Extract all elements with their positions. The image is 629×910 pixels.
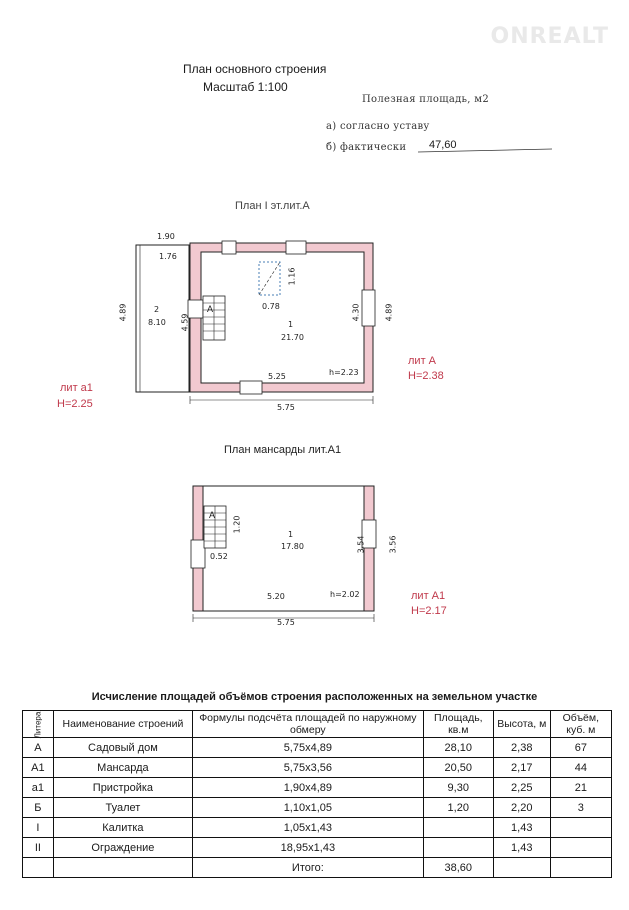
label-lit-a1-height: H=2.25	[57, 398, 93, 410]
cell-name: Туалет	[53, 798, 192, 818]
dim-5-20: 5.20	[267, 592, 285, 601]
cell-volume	[550, 818, 611, 838]
col-name: Наименование строений	[53, 711, 192, 738]
cell-formula: 5,75х4,89	[193, 738, 424, 758]
col-height: Высота, м	[493, 711, 550, 738]
cell-volume	[550, 838, 611, 858]
dim-4-59: 4.59	[180, 313, 190, 332]
attic-room-area: 17.80	[281, 542, 304, 551]
cell-lit: II	[23, 838, 54, 858]
table-row	[23, 758, 612, 778]
cell-formula: 5,75х3,56	[193, 758, 424, 778]
plan-title: План основного строения	[183, 62, 327, 76]
plan1-drawing	[136, 241, 375, 404]
col-litera: Литера	[23, 711, 54, 738]
col-area: Площадь, кв.м	[423, 711, 493, 738]
dim-0-78: 0.78	[262, 302, 280, 311]
cell-volume: 67	[550, 738, 611, 758]
cell-area	[423, 818, 493, 838]
cell-height: 1,43	[493, 838, 550, 858]
total-value: 38,60	[423, 858, 493, 878]
dim-1-20: 1.20	[232, 515, 242, 534]
plan1-title: План I эт.лит.А	[235, 200, 310, 212]
table-row	[23, 798, 612, 818]
cell-formula: 1,05х1,43	[193, 818, 424, 838]
cell-lit: Б	[23, 798, 54, 818]
cell-height: 2,38	[493, 738, 550, 758]
door-left	[188, 300, 203, 318]
label-lit-A-height: H=2.38	[408, 370, 444, 382]
table-row	[23, 838, 612, 858]
stair-letter-plan2: А	[209, 510, 216, 520]
dim-4-89-left: 4.89	[118, 303, 128, 322]
table-header-row	[23, 711, 612, 738]
cell-volume: 44	[550, 758, 611, 778]
window-right	[362, 290, 375, 326]
by-charter-label: а) согласно уставу	[326, 121, 430, 132]
dim-5-75-plan1: 5.75	[277, 403, 295, 412]
cell-height: 2,20	[493, 798, 550, 818]
dim-5-75-plan2: 5.75	[277, 618, 295, 627]
stair-letter: А	[207, 304, 214, 314]
plan2-title: План мансарды лит.А1	[224, 444, 342, 456]
table-row	[23, 818, 612, 838]
cell-name: Пристройка	[53, 778, 192, 798]
useful-area-label: Полезная площадь, м2	[362, 94, 489, 105]
cell-volume: 21	[550, 778, 611, 798]
label-lit-A: лит А	[408, 355, 436, 367]
cell-formula: 18,95х1,43	[193, 838, 424, 858]
cell-formula: 1,10х1,05	[193, 798, 424, 818]
table-row	[23, 738, 612, 758]
window-top-left	[222, 241, 236, 254]
dim-1-76: 1.76	[159, 252, 177, 261]
cell-formula: 1,90х4,89	[193, 778, 424, 798]
cell-lit: I	[23, 818, 54, 838]
dim-1-90: 1.90	[157, 232, 175, 241]
cell-area: 1,20	[423, 798, 493, 818]
cell-name: Калитка	[53, 818, 192, 838]
cell-name: Садовый дом	[53, 738, 192, 758]
window-top-right	[286, 241, 306, 254]
actual-label: б) фактически	[326, 142, 407, 153]
dim-1-16: 1.16	[287, 267, 297, 286]
room2-area: 8.10	[148, 318, 166, 327]
col-formula: Формулы подсчёта площадей по наружному обмеру	[193, 711, 424, 738]
cell-area: 20,50	[423, 758, 493, 778]
attic-room-number: 1	[288, 530, 294, 539]
label-lit-A1: лит А1	[411, 590, 446, 602]
cell-area	[423, 838, 493, 858]
window-bottom	[240, 381, 262, 394]
table-row	[23, 778, 612, 798]
cell-lit: А1	[23, 758, 54, 778]
label-lit-A1-height: H=2.17	[411, 605, 447, 617]
dim-4-30: 4.30	[351, 303, 361, 322]
dim-3-54: 3.54	[356, 535, 366, 554]
cell-name: Ограждение	[53, 838, 192, 858]
height-2-23: h=2.23	[329, 368, 359, 377]
dim-4-89-right: 4.89	[384, 303, 394, 322]
plan-scale: Масштаб 1:100	[203, 80, 288, 94]
actual-underline	[418, 149, 552, 152]
col-volume: Объём, куб. м	[550, 711, 611, 738]
height-2-02: h=2.02	[330, 590, 360, 599]
dim-3-56: 3.56	[388, 535, 398, 554]
cell-area: 28,10	[423, 738, 493, 758]
label-lit-a1: лит а1	[60, 382, 93, 394]
table-title: Исчисление площадей объёмов строения расположенных на земельном участке	[91, 691, 538, 703]
cell-height: 2,17	[493, 758, 550, 778]
cell-volume: 3	[550, 798, 611, 818]
total-label: Итого:	[193, 858, 424, 878]
actual-value: 47,60	[429, 139, 457, 151]
cell-name: Мансарда	[53, 758, 192, 778]
cell-height: 2,25	[493, 778, 550, 798]
dim-5-25: 5.25	[268, 372, 286, 381]
watermark-logo: ONREALT	[490, 24, 609, 49]
area-calculation-table	[22, 710, 612, 878]
cell-area: 9,30	[423, 778, 493, 798]
cell-height: 1,43	[493, 818, 550, 838]
room1-number: 1	[288, 320, 294, 329]
stairs-plan1	[203, 296, 225, 340]
cell-lit: а1	[23, 778, 54, 798]
attic-right-wall	[364, 486, 374, 611]
room1-area: 21.70	[281, 333, 304, 342]
table-total-row	[23, 858, 612, 878]
cell-lit: А	[23, 738, 54, 758]
room2-number: 2	[154, 305, 160, 314]
dim-0-52: 0.52	[210, 552, 228, 561]
